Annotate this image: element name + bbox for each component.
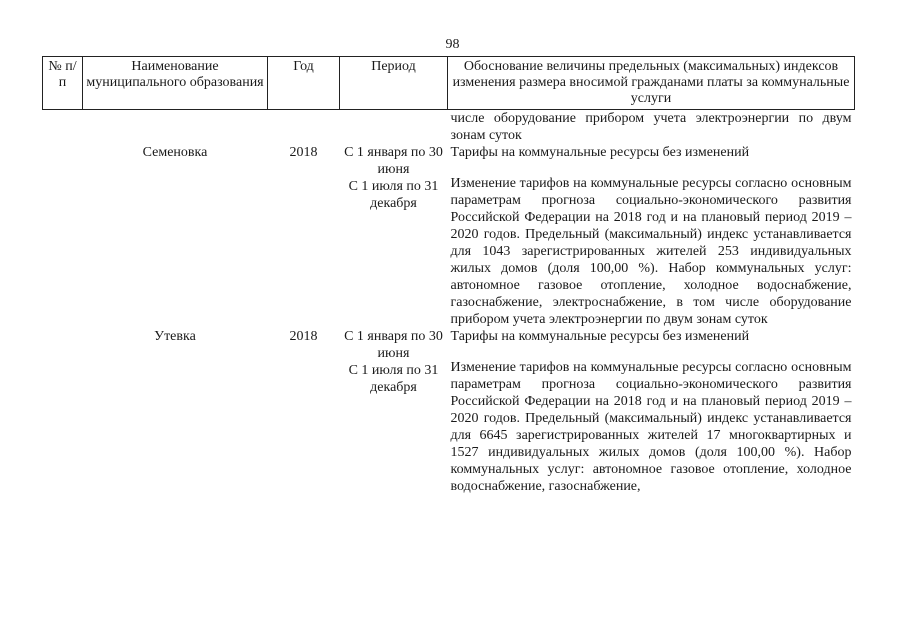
table-row <box>43 144 855 328</box>
municipality-name: Утевка <box>154 329 196 344</box>
justification-second-half: Изменение тарифов на коммунальные ресурсы согласно основным параметрам прогноза социально-экономического развития Российской Федерации на 2018 год и на плановый период 2019 – 2020 годов. Предельный (максимальный) индекс устанавливается для 6645 зарегистрированных жителей 17 многоквартирных и 1527 индивидуальных жилых домов (доля 100,00 %). Набор коммунальных услуг: автономное газовое отопление, холодное водоснабжение, газоснабжение, <box>450 360 852 494</box>
period-second-half: С 1 июля по 31 декабря <box>348 179 439 211</box>
header-municipality: Наименование муниципального образования <box>83 57 268 110</box>
justification-cell <box>448 144 855 328</box>
page-number: 98 <box>445 37 460 52</box>
year-cell: 2018 <box>289 329 318 344</box>
continuation-row <box>43 110 855 145</box>
justification-first-half: Тарифы на коммунальные ресурсы без изменений <box>450 329 750 344</box>
header-year: Год <box>268 57 340 110</box>
municipality-name: Семеновка <box>142 145 208 160</box>
row-num <box>43 328 83 495</box>
header-period: Период <box>340 57 448 110</box>
period-cell <box>340 144 448 328</box>
year-cell: 2018 <box>289 145 318 160</box>
continuation-text: числе оборудование прибором учета электроэнергии по двум зонам суток <box>450 111 852 143</box>
justification-second-half: Изменение тарифов на коммунальные ресурсы согласно основным параметрам прогноза социально-экономического развития Российской Федерации на 2018 год и на плановый период 2019 – 2020 годов. Предельный (максимальный) индекс устанавливается для 1043 зарегистрированных жителей 253 индивидуальных жилых домов (доля 100,00 %). Набор коммунальных услуг: автономное газовое отопление, холодное водоснабжение, газоснабжение, электроснабжение, в том числе оборудование прибором учета электроэнергии по двум зонам суток <box>450 176 852 327</box>
header-justification: Обоснование величины предельных (максимальных) индексов изменения размера вносимой гражданами платы за коммунальные услуги <box>448 57 855 110</box>
row-num <box>43 144 83 328</box>
period-cell <box>340 328 448 495</box>
table-row <box>43 328 855 495</box>
period-second-half: С 1 июля по 31 декабря <box>348 363 439 395</box>
period-first-half: С 1 января по 30 июня <box>344 329 443 361</box>
header-num: № п/п <box>43 57 83 110</box>
justification-cell <box>448 328 855 495</box>
table-header-row <box>43 57 855 110</box>
justification-first-half: Тарифы на коммунальные ресурсы без изменений <box>450 145 750 160</box>
period-first-half: С 1 января по 30 июня <box>344 145 443 177</box>
tariff-table <box>42 56 855 495</box>
